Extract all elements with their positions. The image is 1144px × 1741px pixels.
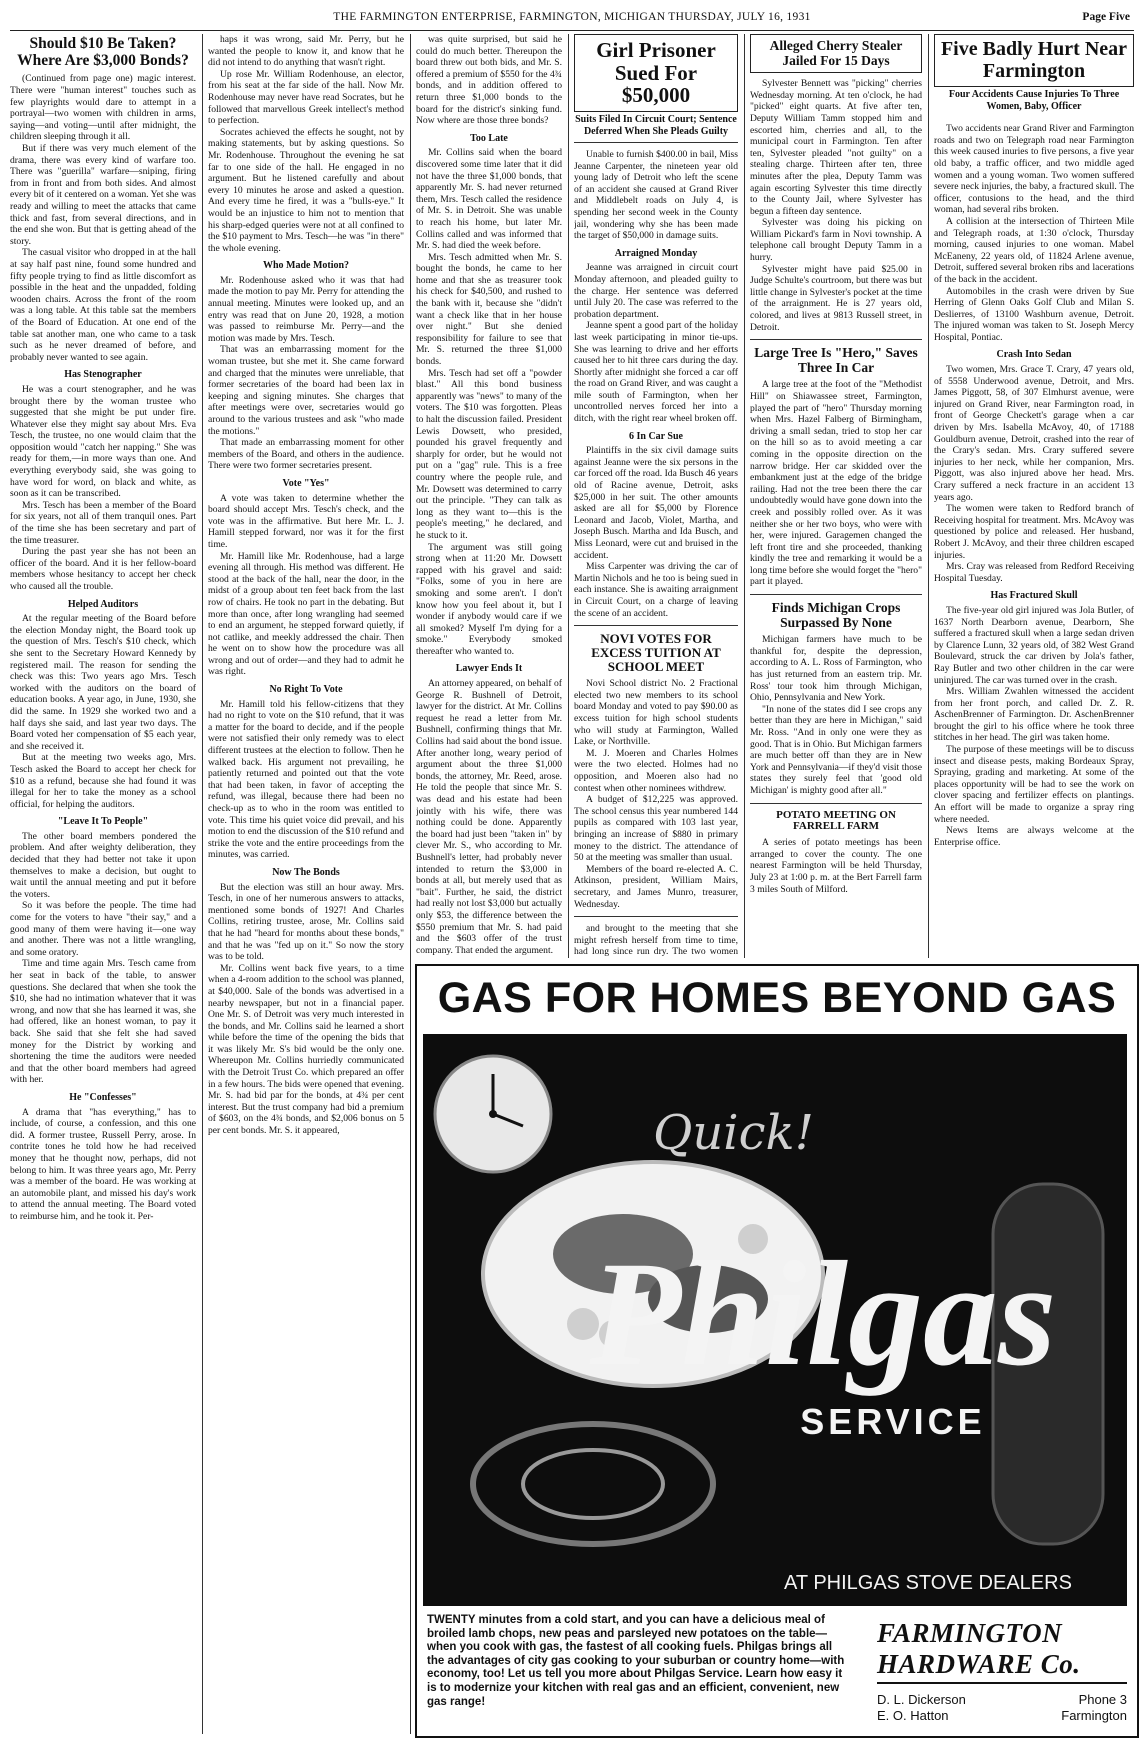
subhead: Vote "Yes" [282, 477, 330, 489]
headline-tree: Large Tree Is "Hero," Saves Three In Car [754, 345, 918, 375]
column-rule [410, 34, 411, 1734]
article-paragraph: Mrs. Tesch admitted when Mr. S. bought the bonds, he came to her home and that she as treasurer took his check for $40,500, and rushed to the bank with it, because she "didn't want a check like that in her house over night." But she denied responsibility for failure to see that Mr. S. returned the three $1,000 bonds. [416, 251, 562, 368]
dealers-label: AT PHILGAS STOVE DEALERS [784, 1572, 1072, 1594]
article-bonds-column-1 [10, 34, 196, 1734]
article-paragraph: A budget of $12,225 was approved. The school census this year numbered 144 pupils as compared with 103 last year, bringing an increase of $880 in primary money to the district. The attendance of 50 at the meeting was smaller than usual. [574, 794, 738, 864]
headline-box [934, 34, 1134, 87]
subhead: Has Stenographer [64, 369, 142, 381]
article-paragraph: A collision at the intersection of Thirteen Mile and Telegraph roads, at 1:30 o'clock, Thursday morning, caused injuries to one woman. Mabel McEaneny, 22 years old, of 11824 Arlene avenue, Detroit, suffered several broken ribs and lacerations of the back in the accident. [934, 215, 1134, 285]
column-rule [568, 34, 569, 958]
article-paragraph: Members of the board re-elected A. C. Atkinson, president, William Mairs, secretary, and James Munro, treasurer, Wednesday. [574, 863, 738, 910]
article-paragraph: Michigan farmers have much to be thankful for, despite the depression, according to A. L. Ross of Farmington, who has just returned from an eastern trip. Mr. Ross' tour took him through Michigan, Ohio, Pennsylvania and New York. [750, 634, 922, 704]
store-name: FARMINGTON HARDWARE Co. [877, 1618, 1127, 1684]
headline-girl-prisoner: Girl Prisoner Sued For $50,000 [596, 38, 716, 108]
article-paragraph: M. J. Moeren and Charles Holmes were the two elected. Holmes had no opposition, and Moeren also had no contest when other nominees withdrew. [574, 747, 738, 794]
article-cherry-stealer [750, 34, 922, 958]
article-paragraph: That was an embarrassing moment for the woman trustee, but she met it. She came forward and charged that the minutes were unreliable, that former secretaries of the board had been lax in keeping and signing minutes. She charges that after meetings were over, secretaries would go around to the various trustees and ask "who made the motions." [208, 344, 404, 437]
headline-novi: NOVI VOTES FOR EXCESS TUITION AT SCHOOL MEET [591, 631, 721, 675]
subhead: He "Confesses" [69, 1091, 137, 1103]
article-paragraph: Mr. Collins said when the board discovered some time later that it did not have the three $1,000 bonds, that apparently Mr. S. had never returned them, Mrs. Tesch called the residence of Mr. S. in Detroit. She was unable to reach his home, but later Mr. Collins called and was informed that Mr. S. had died the week before. [416, 147, 562, 252]
article-paragraph: The argument was still going strong when at 11:20 Mr. Dowsett rapped with his gravel and said: "Folks, some of you in here are smoking and some aren't. I don't know how you feel about it, but I wonder if anybody would care if we all smoked? Myself I'm dying for a smoke." Everybody smoked thereafter who wanted to. [416, 541, 562, 657]
article-paragraph: The other board members pondered the problem. And after weighty deliberation, they decided that they had better not take it upon themselves to make a decision, but ought to wait until the annual meeting and put it before the voters. [10, 830, 196, 900]
article-paragraph: The five-year old girl injured was Jola Butler, of 1637 North Dearborn avenue, Dearborn, She suffered a fractured skull when a large sedan driven by Clarence Lunn, 32 years old, of 382 West Grand Boulevard, struck the car driven by Jola's father, Ray Butler and two other children in the car were uninjured. The car was turned over in the crash. [934, 604, 1134, 686]
divider [750, 803, 922, 804]
subhead: No Right To Vote [269, 684, 343, 696]
article-paragraph: But the election was still an hour away. Mrs. Tesch, in one of her numerous answers to attacks, mentioned some bonds of 1927! And Charles Collins, retiring trustee, arose, Mr. Collins said that he had "heard for months about these bonds," and that he was "fed up on it." So now the story was to be told. [208, 881, 404, 963]
article-paragraph: Plaintiffs in the six civil damage suits against Jeanne were the six persons in the car forced off the road. Ida Busch 46 years old of Racine avenue, Detroit, asks $25,000 in her suit. The other amounts asked are all for $5,000 by Florence Leonard and Jacob, Violet, Martha, and Joseph Busch. Martha and Ida Busch, and Miss Leonard, were cut and bruised in the accident. [574, 445, 738, 561]
article-paragraph: Time and time again Mrs. Tesch came from her seat in back of the table, to answer questions. She declared that when she took the $10, she had no intimation whatever that it was wrong, and now that she has learned it was, she had offered, like an honest woman, to pay it back. She said that she felt she had saved money for the District by working and shortening the time the auditors were needed and that the other board members had agreed with her. [10, 958, 196, 1086]
article-paragraph: Mrs. William Zwahlen witnessed the accident from her front porch, and called Dr. Z. R. AschenBrenner of Farmington. Dr. AschenBrenner brought the girl to his office where he took three stitches in her head. The girl was taken home. [934, 686, 1134, 744]
article-paragraph: Mr. Collins went back five years, to a time when a 4-room addition to the school was planned, at $40,000. Sale of the bonds was advertised in a nearby newspaper, but not in a financial paper. One Mr. S. of Detroit was very much interested in the bonds, and Mr. Collins said he learned a short while before the time of the opening the bids that it was likely Mr. S's bid would be the only one. Whereupon Mr. Collins hurriedly communicated with the Detroit Trust Co. which prepared an offer in a few hours. The bids were opened that evening. Mr. S. had bid par for the bonds, at 4¾ per cent interest. But the trust company had bid a premium of $603, on the 4¾ bonds, and $2,006 bonus on 5 per cent bonds. Mr. S. it appeared, [208, 962, 404, 1137]
article-paragraph: was quite surprised, but said he could do much better. Thereupon the board threw out both bids, and Mr. S. offered a premium of $550 for the 4¾ bonds, and in addition offered to return three $1,000 bonds to the board for the district's sinking fund. Now where are those three bonds? [416, 34, 562, 127]
brand-logo: Philgas [589, 1231, 1057, 1397]
article-paragraph: haps it was wrong, said Mr. Perry, but he wanted the people to know it, and know that he did not intend to do anything that wasn't right. [208, 34, 404, 69]
headline-cherry: Alleged Cherry Stealer Jailed For 15 Days [769, 38, 903, 68]
article-paragraph: The women were taken to Redford branch of Receiving hospital for treatment. Mrs. McAvoy was questioned by police and released. Her husband, Robert J. McAvoy, and their three children escaped injuries. [934, 503, 1134, 561]
article-paragraph: Sylvester might have paid $25.00 in Judge Schulte's courtroom, but there was but little change in Sylvester's pocket at the time of the arraignment. He is 27 years old, colored, and lives at 9813 Russell street, in Detroit. [750, 263, 922, 333]
deck: Four Accidents Cause Injuries To Three Women, Baby, Officer [948, 89, 1120, 113]
article-paragraph: Sylvester was doing his picking on William Pickard's farm in Novi township. A telephone call brought Deputy Tamm in a hurry. [750, 217, 922, 264]
article-bonds-column-2 [208, 34, 404, 1734]
headline-box [750, 34, 922, 73]
article-paragraph: (Continued from page one) magic interest. There were "human interest" touches such as few playrights would dare to attempt in a portrayal—two women with children in arms, saying—and voting—until after midnight, the children sleeping through it all. [10, 73, 196, 143]
divider [750, 339, 922, 340]
article-paragraph: That made an embarrassing moment for other members of the Board, and others in the audience. There were two former secretaries present. [208, 437, 404, 472]
article-paragraph: "In none of the states did I see crops any better than they are here in Michigan," said Mr. Ross. "And in only one were they as good. That is in Ohio. But Michigan farmers are much better off than they are in New York and Pennsylvania—if they'd visit those states they surely feel that 'good old Michigan' is mighty good after all." [750, 703, 922, 796]
person-1: D. L. Dickerson [877, 1692, 966, 1707]
subhead: Too Late [470, 132, 508, 144]
article-paragraph: Mr. Rodenhouse asked who it was that had made the motion to pay Mr. Perry for attending the annual meeting. Minutes were looked up, and an entry was read that on June 20, 1928, a motion was passed to reimburse Mr. Perry—and the motion was made by Mrs. Tesch. [208, 274, 404, 344]
article-girl-prisoner [574, 34, 738, 958]
deck: Suits Filed In Circuit Court; Sentence Deferred When She Pleads Guilty [574, 114, 738, 143]
article-paragraph: Up rose Mr. William Rodenhouse, an elector, from his seat at the far side of the hall. Now Mr. Rodenhouse may never have read Socrates, but he followed that marvellous Greek intellect's method to perfection. [208, 68, 404, 127]
article-paragraph: The purpose of these meetings will be to discuss insect and disease pests, making Bordeaux Spray, Spraying, grading and marketing. At some of the places opportunity will be had to see the work on clover spacing and fertilizer effects on plantings. An effort will be made to organize a spray ring where needed. [934, 744, 1134, 825]
phone: Phone 3 [1078, 1692, 1127, 1707]
subhead: Has Fractured Skull [990, 590, 1078, 602]
subhead: Who Made Motion? [262, 260, 350, 272]
article-paragraph: Miss Carpenter was driving the car of Martin Nichols and he too is being sued in each instance. She is awaiting arraignment in Circuit Court, on a charge of leaving the scene of an accident. [574, 561, 738, 619]
article-paragraph: But if there was very much element of the drama, there was every kind of warfare too. There was "guerilla" warfare—sniping, firing from in front and from both sides. And almost every bit of it centered on a woman. Yet she was ready and willing to meet the attacks that came thick and fast, from several directions, and in the end she won. But that is getting ahead of the story. [10, 143, 196, 247]
gas-range-meal-illustration [423, 1034, 1127, 1606]
article-paragraph: A large tree at the foot of the "Methodist Hill" on Shiawassee street, Farmington, played the part of "hero" Thursday morning when Mrs. Hazel Falberg of Birmingham, driving a small sedan, tried to stop her car on the hill so as to avoid meeting a car coming in the opposite direction on the narrow bridge. Her car skidded over the embankment just at the edge of the bridge railing. Had not the tree been there the car undoubtedly would have gone down into the creek and possibly rolled over. As it was neither she or her two boys, who were with her, were injured. Garagemen changed the left front tire and she proceeded, thanking kindly the tree and remarking it would be a long time before she would forget the "hero" part it played. [750, 379, 922, 588]
article-paragraph: Jeanne was arraigned in circuit court Monday afternoon, and pleaded guilty to the charge. Her sentence was deferred until July 20. The case was referred to the probation department. [574, 262, 738, 320]
article-paragraph: Mr. Hamill told his fellow-citizens that they had no right to vote on the $10 refund, that it was a matter for the board to decide, and if the people were not satisfied their only remedy was to elect different trustees at the election to follow. Then he walked back. His argument not prevailing, he patiently returned and pointed out that the vote that had been taken, in favor of accepting the refund, was illegal, because there had been no check-up as to who in the room was entitled to vote. This time his quiet voice did prevail, and his motion to end the discussion of the $10 refund and strike the vote and the entire proceedings from the minutes, was carried. [208, 698, 404, 861]
divider [574, 916, 738, 917]
column-rule [744, 34, 745, 958]
divider [574, 625, 738, 626]
article-paragraph: At the regular meeting of the Board before the election Monday night, the Board took up the question of Mrs. Tesch's $10 check, which she sent to the Secretary Howard Kennedy by registered mail. The reason for sending the check was this: Two years ago Mrs. Tesch worked with the auditors on the board of education books. A year ago, in June, 1930, she did the same. In 1929 she worked two and a half days she said, and last year two days. The Board voted her compensation of $5 each year, and she received it. [10, 613, 196, 752]
masthead-title: THE FARMINGTON ENTERPRISE, FARMINGTON, MICHIGAN THURSDAY, JULY 16, 1931 [333, 11, 811, 23]
article-paragraph: Mrs. Tesch has been a member of the Board for six years, not all of them tranquil ones. Part of the time she has been secretary and part of the time treasurer. [10, 499, 196, 546]
ad-script-word: Quick! [653, 1105, 814, 1161]
article-paragraph: So it was before the people. The time had come for the voters to have "their say," and a good many of them were having it—one way and another. There was not a little wrangling, and some oratory. [10, 900, 196, 958]
subhead: Now The Bonds [272, 866, 340, 878]
article-paragraph: But at the meeting two weeks ago, Mrs. Tesch asked the Board to accept her check for $10 as a refund, because she had found it was illegal for her to take the money as a school official, for helping the auditors. [10, 752, 196, 810]
ad-copy: TWENTY minutes from a cold start, and you can have a delicious meal of broiled lamb chops, new peas and parsleyed new potatoes on the table—when you cook with gas, the fastest of all cooking fuels. Philgas brings all the advantages of city gas cooking to your suburban or country home—with economy, too! Let us tell you more about Philgas Service. Learn how easy it is to modernize your kitchen with real gas and an efficient, convenient, new gas range! [427, 1614, 845, 1708]
article-paragraph: A vote was taken to determine whether the board should accept Mrs. Tesch's check, and the vote was in the affirmative. But here Mr. L. J. Hamill stepped forward, nor was it for the first time. [208, 492, 404, 550]
headline-five-hurt: Five Badly Hurt Near Farmington [940, 38, 1128, 82]
philgas-advertisement [415, 964, 1139, 1738]
subhead: Lawyer Ends It [455, 663, 523, 675]
divider [750, 594, 922, 595]
column-rule [928, 34, 929, 958]
ad-photo [423, 1034, 1127, 1606]
article-five-hurt [934, 34, 1134, 958]
article-paragraph: Jeanne spent a good part of the holiday last week participating in minor tie-ups. She was learning to drive and her efforts caused her to hit three cars during the day. Shortly after midnight she forced a car off the road on Grand River, and was caught a mile south of Farmington, when her uncontrolled nerves forced her into a ditch, with the right rear wheel broken off. [574, 320, 738, 425]
article-paragraph: A series of potato meetings has been arranged to cover the county. The one nearest Farmington will be held Thursday, July 23 at 1:00 p. m. at the Bert Farrell farm 3 miles South of Milford. [750, 837, 922, 895]
headline-bonds: Should $10 Be Taken? Where Are $3,000 Bonds? [17, 35, 189, 69]
article-paragraph: Mrs. Tesch had set off a "powder blast." All this bond business apparently was "news" to many of the voters. The $10 was forgotten. Pleas to halt the discussion failed. President Lewis Dowsett, who presided, pounded his gravel frequently and sharply for order, but he would not put on a "gag" rule. This is a free country where the people rule, and Mr. Dowsett was determined to carry out the principle. "They can talk as long as they want to—this is the people's meeting," he declared, and he stuck to it. [416, 367, 562, 541]
article-paragraph: Mrs. Cray was released from Redford Receiving Hospital Tuesday. [934, 561, 1134, 584]
town: Farmington [1061, 1708, 1127, 1723]
article-paragraph: An attorney appeared, on behalf of George R. Bushnell of Detroit, lawyer for the district. At Mr. Collins request he read a letter from Mr. Bushnell, confirming things that Mr. Collins had said about the bond issue. After another long, weary period of argument about the three $1,000 bonds, the attorney, Mr. Reed, arose. He told the people that since Mr. S. was dead and his estate had been jointly with his wife, there was nothing could be done. Apparently the board had just been "taken in" by clever Mr. S., who according to Mr. Bushnell's letter, had probably never intended to return the $3,000 in bonds at all, but merely used that as "bait". Further, he said, the district had really not lost $3,000 but actually only $53, the difference between the $550 premium that Mr. S. had paid and the $603 offer of the trust company. That ended the argument. [416, 678, 562, 956]
article-paragraph: He was a court stenographer, and he was brought there by the woman trustee who suggested that she might be put under fire. Whatever else they might say about Mrs. Eva Tesch, the trustee, no one would claim that the opposition would "catch her napping." She was ready for them,—in more ways than one. And everything everybody said, she was going to have word for word, on black and white, as soon as it can be transcribed. [10, 383, 196, 500]
headline-crops: Finds Michigan Crops Surpassed By None [771, 600, 901, 630]
article-paragraph: and brought to the meeting that she might refresh herself from time to time, had long since run dry. The two women [574, 923, 738, 958]
column-rule [202, 34, 203, 1734]
headline-potato: POTATO MEETING ON FARRELL FARM [776, 808, 896, 833]
article-paragraph: The casual visitor who dropped in at the hall at say half past nine, found some hundred and fifty people trying to find as little discomfort as possible in the heat and the unpadded, folding wooden chairs. Across the front of the room was a long table. At this table sat the members of the Board of Education. At one end of the table sat another man, one who came to a task such as he never dreamed of before, and probably never wanted to see again. [10, 247, 196, 363]
subhead: "Leave It To People" [57, 816, 149, 828]
subhead: Helped Auditors [67, 598, 139, 610]
article-paragraph: Novi School district No. 2 Fractional elected two new members to its school board Monday and voted to pay $90.00 as excess tuition for high school students who will study at Farmington, Walled Lake, or Northville. [574, 678, 738, 748]
service-label: SERVICE [800, 1401, 986, 1442]
page-number: Page Five [1082, 11, 1130, 23]
masthead [10, 8, 1134, 31]
article-paragraph: Unable to furnish $400.00 in bail, Miss Jeanne Carpenter, the nineteen year old young lady of Detroit who left the scene of an accident she caused at Grand River and Middlebelt roads on July 4, is spending her second week in the County jail, wondering why she has been made the target of $50,000 in damage suits. [574, 149, 738, 242]
article-paragraph: Two accidents near Grand River and Farmington roads and two on Telegraph road near Farmington this week caused inuries to five persons, a five year old baby, a traffic officer, and two middle aged women and a young woman. Two women suffered severe neck injuries, the baby, a fractured skull. The officer, contusions to the head, and the third woman, had several ribs broken. [934, 123, 1134, 216]
store-contacts [877, 1692, 1127, 1724]
article-paragraph: A drama that "has everything," has to include, of course, a confession, and this one did. A former trustee, Russell Perry, arose. In contrite tones he told how he had received money that he thought now, perhaps, did not belong to him. It was three years ago, Mr. Perry was a member of the board. He was working at an automobile plant, and missed his day's work to attend the annual meeting. The Board voted to reimburse him, and he took it. Per- [10, 1106, 196, 1222]
article-paragraph: Sylvester Bennett was "picking" cherries Wednesday morning. At ten o'clock, he had "picked" eight quarts. At five after ten, Deputy William Tamm stopped him and escorted him, cherries and all, to the municipal court in Farmington. Ten after ten, Sylvester pleaded "not guilty" on a stealing charge. Thirteen after ten, three minutes after the plea, Deputy Tamm was again escorting Sylvester this time directly to the County Jail, where Sylvester has begun a fifteen day sentence. [750, 78, 922, 217]
subhead: Crash Into Sedan [996, 349, 1072, 361]
subhead: 6 In Car Sue [629, 430, 683, 442]
headline-box [574, 34, 738, 112]
article-paragraph: Two women, Mrs. Grace T. Crary, 47 years old, of 5558 Underwood avenue, Detroit, and Mrs. James Piggott, 58, of 307 Elmhurst avenue, were injured on Grand River, near Farmington road, in front of George Checkett's garage when a car driven by Mrs. Isabella McAvoy, 40, of 17188 Gouldburn avenue, Detroit, crashed into the rear of the Crary's sedan. Mrs. Crary suffered severe injuries to her neck, while her companion, Mrs. Piggott, was also injured above her head. Mrs. Crary suffered a neck fracture in an accident 13 years ago. [934, 364, 1134, 503]
ad-banner: GAS FOR HOMES BEYOND GAS [437, 974, 1117, 1022]
article-bonds-column-3 [416, 34, 562, 958]
person-2: E. O. Hatton [877, 1708, 949, 1723]
subhead: Arraigned Monday [614, 247, 698, 259]
article-paragraph: During the past year she has not been an officer of the board. And it is her fellow-board members whose hesitancy to accept her check who caused all the trouble. [10, 546, 196, 592]
article-paragraph: Socrates achieved the effects he sought, not by making statements, but by asking questions. So Mr. Rodenhouse. Throughout the evening he sat far to one side of the hall. He engaged in no argument. But he listened carefully and about every 10 minutes he arose and asked a question. And every time he fired, it was a "bulls-eye." It would be an injustice to him not to mention that his sharp-edged queries were not at all confined to the $10 payment to Mrs. Tesch—he was "in there" the whole evening. [208, 126, 404, 254]
article-paragraph: Automobiles in the crash were driven by Sue Herring of Glenn Oaks Golf Club and Milan S. Deslierres, of 13100 Washburn avenue, Detroit. The injured woman was taken to St. Joseph Mercy Hospital, Pontiac. [934, 285, 1134, 343]
store-block [877, 1618, 1127, 1724]
article-paragraph: Mr. Hamill like Mr. Rodenhouse, had a large evening all through. His method was different. He stood at the back of the hall, near the door, in the midst of a group about ten feet back from the last row of chairs. He took no part in the debating. But more than once, after long wrangling had seemed to end an argument, he stepped forward quietly, if not catlike, and meekly addressed the chair. Then he went on to show how the procedure was all wrong and out of order—and they had to admit he was right. [208, 550, 404, 678]
article-paragraph: News Items are always welcome at the Enterprise office. [934, 825, 1134, 848]
